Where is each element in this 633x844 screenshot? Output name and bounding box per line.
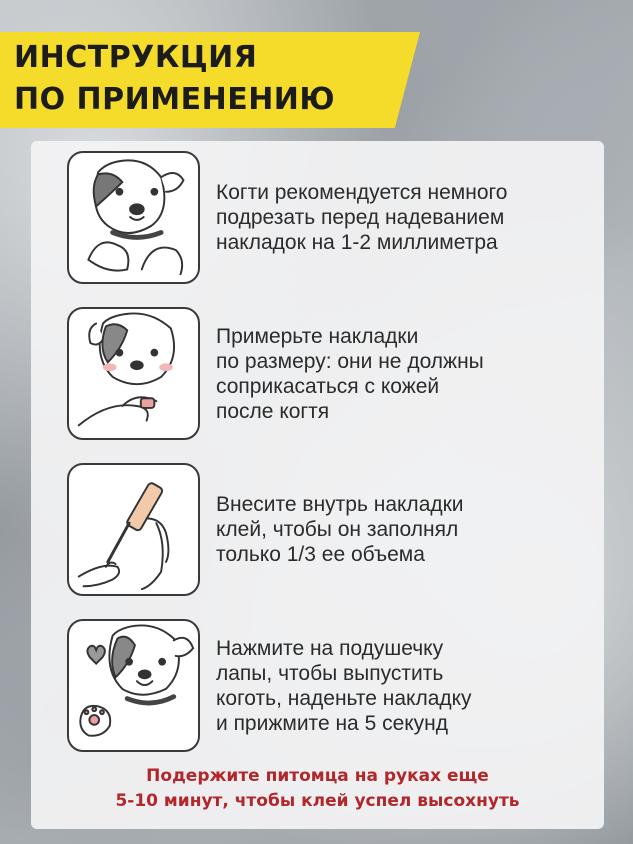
step-text-line: коготь, наденьте накладку <box>216 686 472 710</box>
step-text-line: клей, чтобы он заполнял <box>216 518 459 541</box>
step-text-line: лапы, чтобы выпустить <box>216 661 444 685</box>
step-text-line: Примерьте накладки <box>216 324 419 348</box>
step-text-line: Нажмите на подушечку <box>216 636 444 660</box>
step-3-text <box>216 463 596 596</box>
step-4-text <box>216 619 596 752</box>
glue-tube-icon <box>67 463 200 596</box>
step-text-line: и прижмите на 5 секунд <box>216 711 449 735</box>
step-4 <box>67 619 597 759</box>
page-title-line-1: ИНСТРУКЦИЯ <box>14 40 258 75</box>
page-title-line-2: ПО ПРИМЕНЕНИЮ <box>14 82 336 117</box>
step-text-line: Внесите внутрь накладки <box>216 493 464 516</box>
fitting-cap-icon <box>67 307 200 440</box>
step-1-text <box>216 151 596 284</box>
step-text-line: Когти рекомендуется немного <box>216 181 508 204</box>
step-text-line: подрезать перед надеванием <box>216 206 505 229</box>
step-text-line: только 1/3 ее объема <box>216 543 425 566</box>
step-text-line: после когтя <box>216 399 330 423</box>
puppy-claws-icon <box>67 151 200 284</box>
step-3 <box>67 463 597 603</box>
step-text-line: соприкасаться с кожей <box>216 374 440 398</box>
step-1 <box>67 151 597 291</box>
step-text-line: по размеру: они не должны <box>216 349 484 373</box>
warning-note-line-1: Подержите питомца на руках еще <box>146 766 489 786</box>
warning-note-line-2: 5-10 минут, чтобы клей успел высохнуть <box>115 791 520 811</box>
paw-press-icon <box>67 619 200 752</box>
step-2-text <box>216 307 596 440</box>
step-text-line: накладок на 1-2 миллиметра <box>216 231 498 254</box>
instruction-card <box>31 141 604 829</box>
step-2 <box>67 307 597 447</box>
